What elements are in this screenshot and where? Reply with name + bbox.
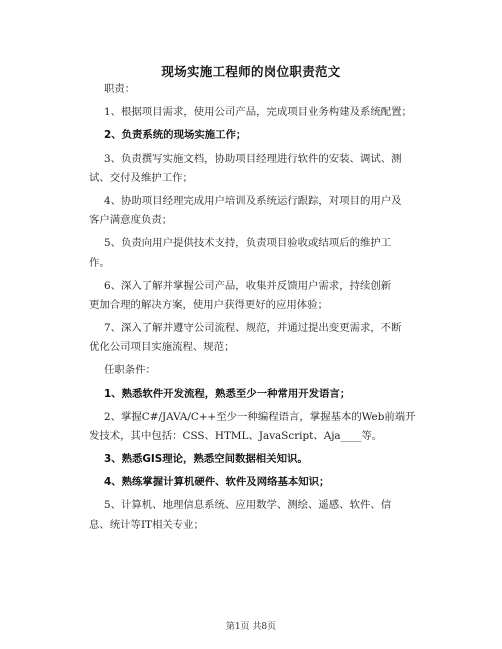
duty-7-line-2: 优化公司项目实施流程、规范； [89, 341, 235, 353]
duty-3-line-1: 3、负责撰写实施文档，协助项目经理进行软件的安装、调试、测 [104, 153, 402, 165]
requirement-1: 1、熟悉软件开发流程，熟悉至少一种常用开发语言； [104, 388, 351, 400]
duty-6-line-2: 更加合理的解决方案，使用户获得更好的应用体验； [89, 299, 328, 311]
document-title: 现场实施工程师的岗位职责范文 [161, 64, 341, 79]
duty-6-line-1: 6、深入了解并掌握公司产品，收集并反馈用户需求，持续创新 [104, 280, 392, 292]
duty-5-line-1: 5、负责向用户提供技术支持，负责项目验收或结项后的维护工 [104, 237, 392, 249]
requirement-3: 3、熟悉GIS理论，熟悉空间数据相关知识。 [104, 453, 308, 465]
duty-7-line-1: 7、深入了解并遵守公司流程、规范，并通过提出变更需求，不断 [104, 322, 402, 334]
duty-4-line-1: 4、协助项目经理完成用户培训及系统运行跟踪，对项目的用户及 [104, 195, 402, 207]
duty-5-line-2: 作。 [89, 257, 110, 269]
requirement-5-line-1: 5、计算机、地理信息系统、应用数学、测绘、遥感、软件、信 [104, 499, 392, 511]
requirement-2-line-2: 发技术，其中包括：CSS、HTML、JavaScript、Aja____等。 [89, 430, 383, 442]
duty-4-line-2: 客户满意度负责； [89, 214, 173, 226]
duty-2: 2、负责系统的现场实施工作； [104, 129, 247, 141]
duty-3-line-2: 试、交付及维护工作； [89, 172, 193, 184]
page-footer: 第1页 共8页 [225, 622, 277, 632]
requirement-5-line-2: 息、统计等IT相关专业； [89, 519, 204, 531]
requirements-heading: 任职条件： [104, 364, 156, 376]
requirement-2-line-1: 2、掌握C#/JAVA/C++至少一种编程语言，掌握基本的Web前端开 [104, 411, 416, 423]
requirement-4: 4、熟练掌握计算机硬件、软件及网络基本知识； [104, 476, 330, 488]
duty-1: 1、根据项目需求，使用公司产品，完成项目业务构建及系统配置； [104, 106, 412, 118]
duties-heading: 职责： [104, 83, 136, 95]
